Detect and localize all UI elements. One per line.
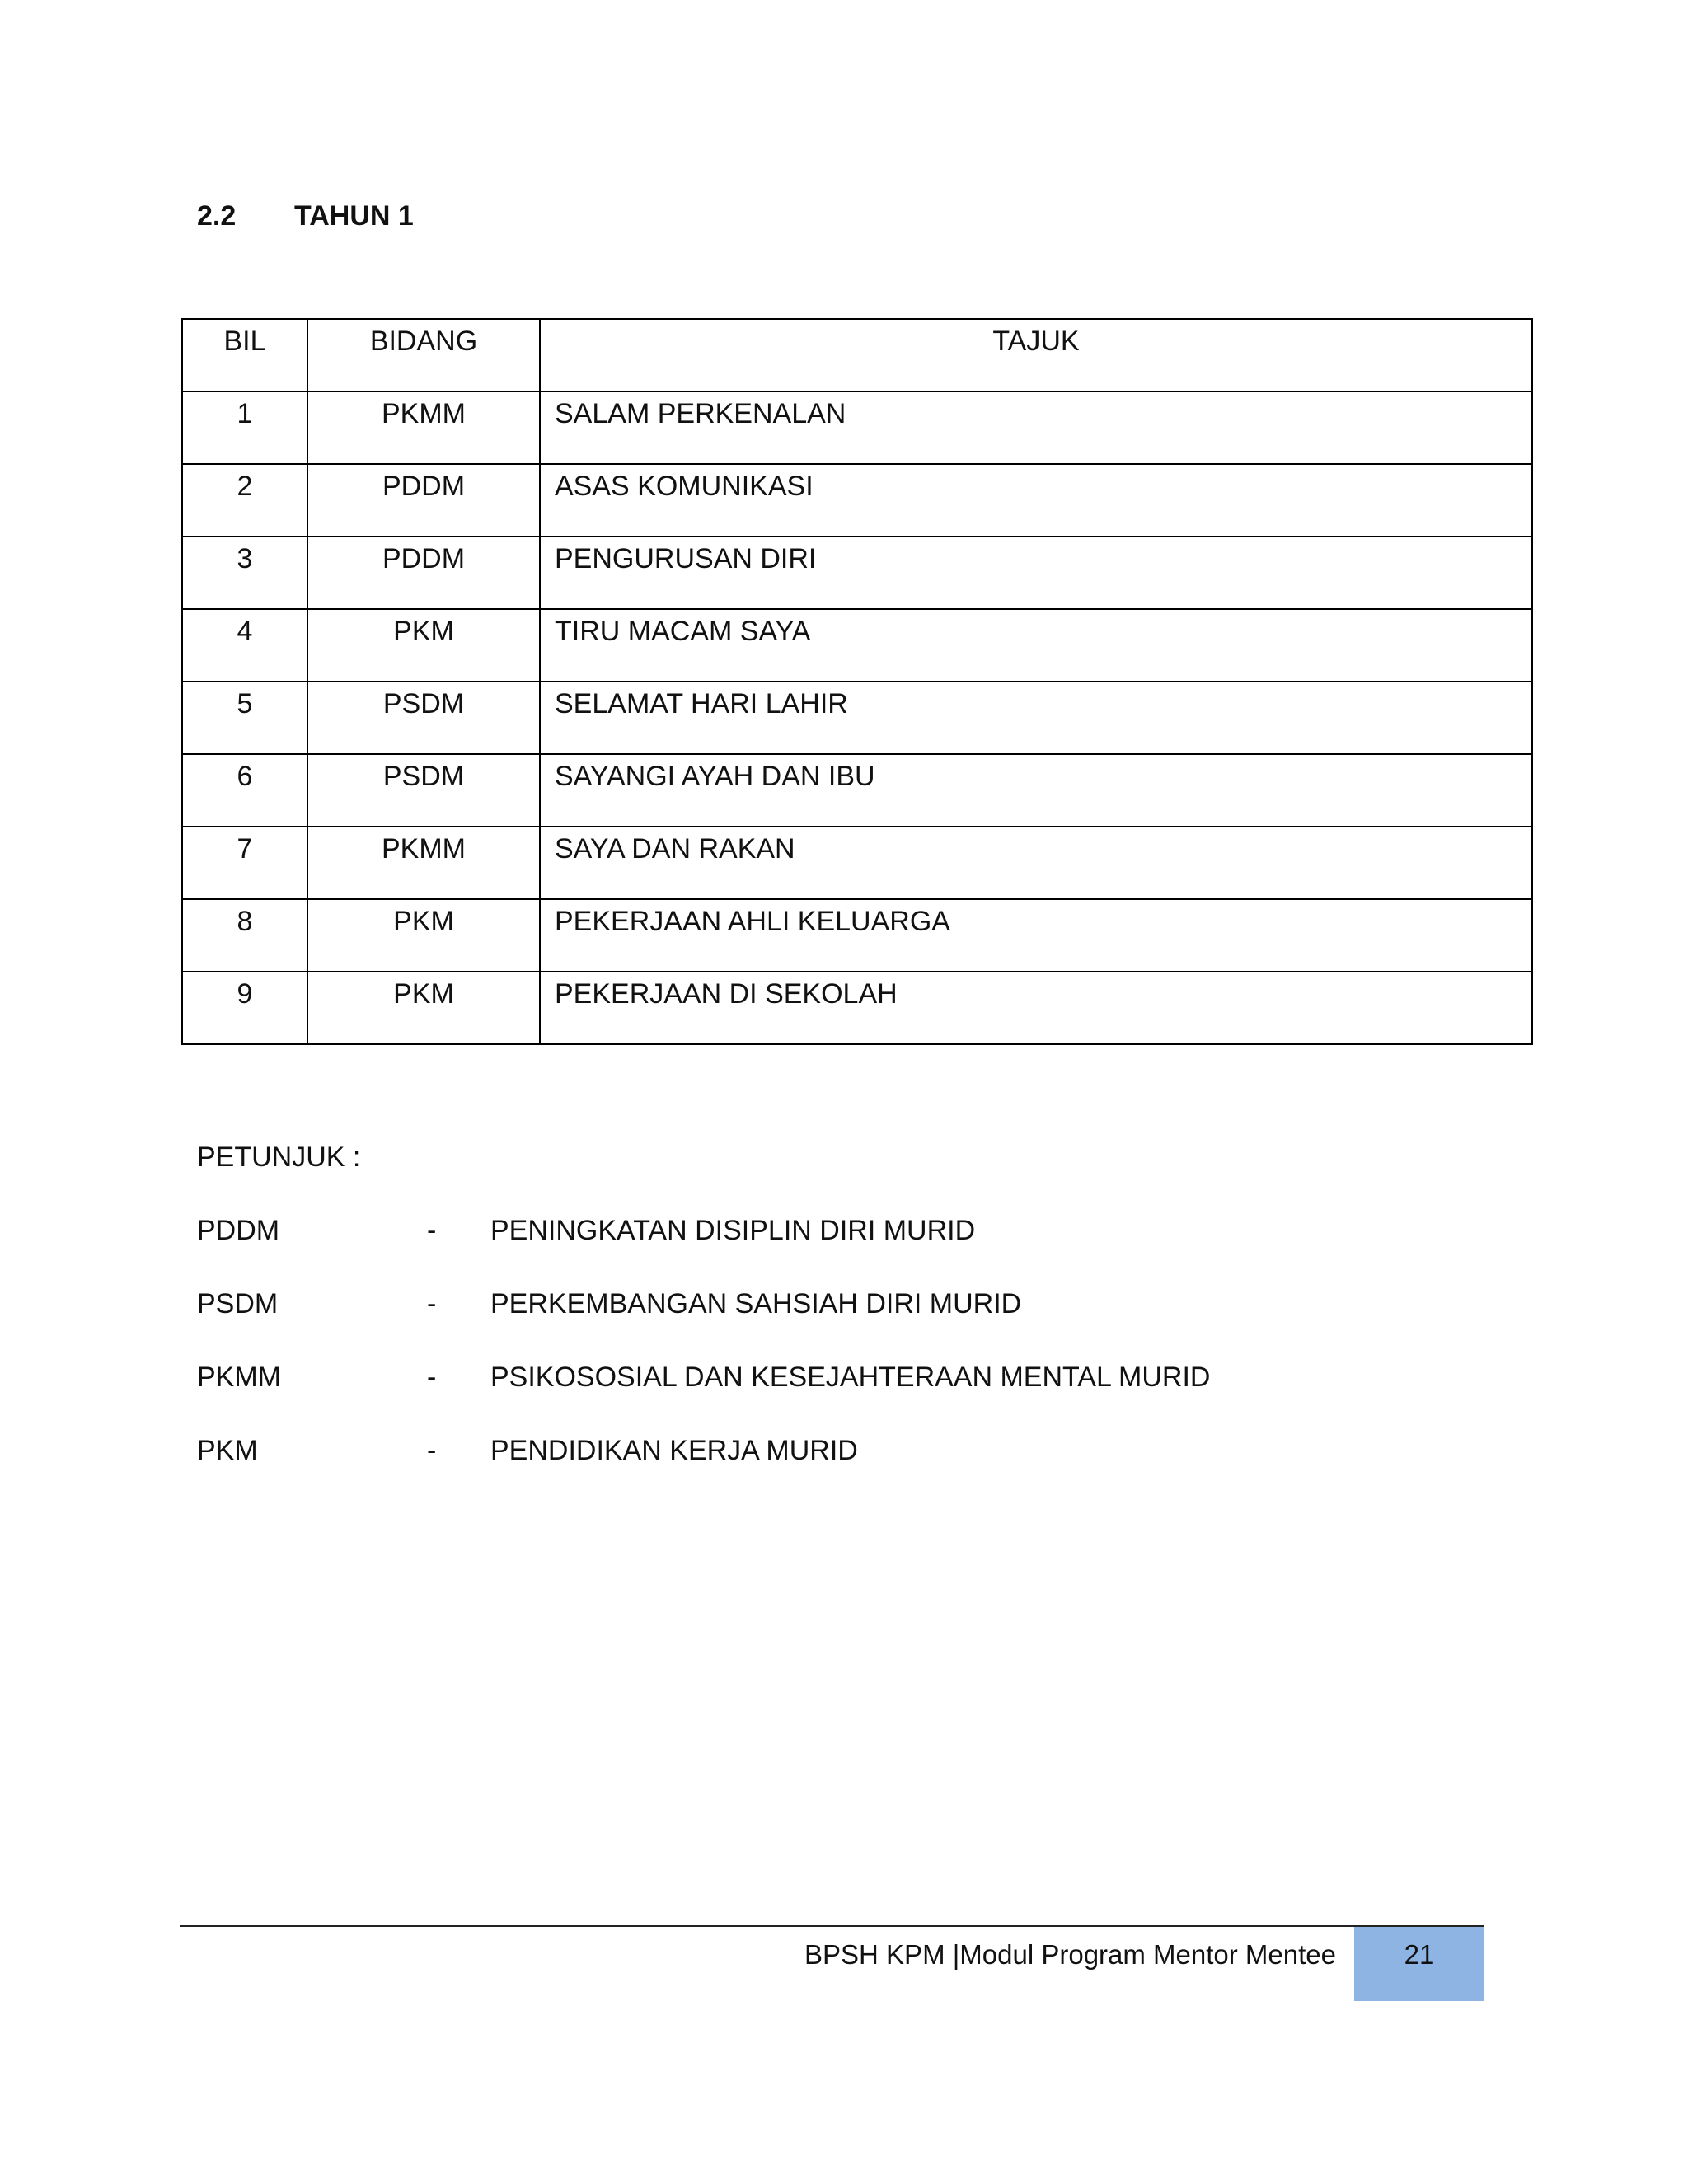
cell-bil: 8 <box>182 899 307 972</box>
footer-title: BPSH KPM |Modul Program Mentor Mentee <box>804 1939 1336 1970</box>
cell-tajuk: SALAM PERKENALAN <box>540 391 1532 464</box>
page-number: 21 <box>1404 1939 1435 1970</box>
cell-tajuk: SAYA DAN RAKAN <box>540 827 1532 899</box>
legend-desc: PSIKOSOSIAL DAN KESEJAHTERAAN MENTAL MURID <box>490 1361 1211 1393</box>
table-row <box>182 537 1532 609</box>
cell-bil: 5 <box>182 682 307 754</box>
table-row <box>182 972 1532 1044</box>
legend-desc: PENDIDIKAN KERJA MURID <box>490 1435 858 1466</box>
table-row <box>182 464 1532 537</box>
cell-tajuk: SELAMAT HARI LAHIR <box>540 682 1532 754</box>
cell-tajuk: TIRU MACAM SAYA <box>540 609 1532 682</box>
legend-abbr: PKM <box>197 1435 258 1466</box>
legend-desc: PERKEMBANGAN SAHSIAH DIRI MURID <box>490 1288 1022 1319</box>
cell-tajuk: SAYANGI AYAH DAN IBU <box>540 754 1532 827</box>
legend-dash: - <box>427 1435 437 1466</box>
cell-bil: 9 <box>182 972 307 1044</box>
section-number: 2.2 <box>197 200 237 232</box>
legend-dash: - <box>427 1361 437 1393</box>
section-title: TAHUN 1 <box>294 200 414 232</box>
cell-bidang: PDDM <box>307 537 540 609</box>
cell-bidang: PKM <box>307 972 540 1044</box>
cell-bidang: PKMM <box>307 827 540 899</box>
cell-tajuk: PENGURUSAN DIRI <box>540 537 1532 609</box>
cell-bidang: PSDM <box>307 682 540 754</box>
cell-bidang: PDDM <box>307 464 540 537</box>
header-bidang: BIDANG <box>307 319 540 391</box>
table-row <box>182 609 1532 682</box>
header-bil: BIL <box>182 319 307 391</box>
cell-bidang: PKMM <box>307 391 540 464</box>
legend-title: PETUNJUK : <box>197 1141 361 1173</box>
cell-bidang: PKM <box>307 899 540 972</box>
legend-dash: - <box>427 1288 437 1319</box>
cell-tajuk: ASAS KOMUNIKASI <box>540 464 1532 537</box>
footer-divider <box>180 1925 1484 1927</box>
cell-bil: 4 <box>182 609 307 682</box>
cell-bil: 7 <box>182 827 307 899</box>
topic-table <box>181 318 1533 1045</box>
page-number-box <box>1354 1927 1484 2001</box>
legend-abbr: PKMM <box>197 1361 281 1393</box>
cell-bidang: PSDM <box>307 754 540 827</box>
cell-tajuk: PEKERJAAN DI SEKOLAH <box>540 972 1532 1044</box>
cell-tajuk: PEKERJAAN AHLI KELUARGA <box>540 899 1532 972</box>
section-heading <box>197 199 414 232</box>
legend-abbr: PDDM <box>197 1215 280 1246</box>
cell-bil: 2 <box>182 464 307 537</box>
table-row <box>182 827 1532 899</box>
cell-bil: 6 <box>182 754 307 827</box>
table-row <box>182 682 1532 754</box>
table-row <box>182 754 1532 827</box>
table-header-row <box>182 319 1532 391</box>
cell-bil: 1 <box>182 391 307 464</box>
legend-dash: - <box>427 1215 437 1246</box>
cell-bidang: PKM <box>307 609 540 682</box>
table-row <box>182 391 1532 464</box>
table-row <box>182 899 1532 972</box>
header-tajuk: TAJUK <box>540 319 1532 391</box>
legend-abbr: PSDM <box>197 1288 279 1319</box>
cell-bil: 3 <box>182 537 307 609</box>
legend-desc: PENINGKATAN DISIPLIN DIRI MURID <box>490 1215 976 1246</box>
